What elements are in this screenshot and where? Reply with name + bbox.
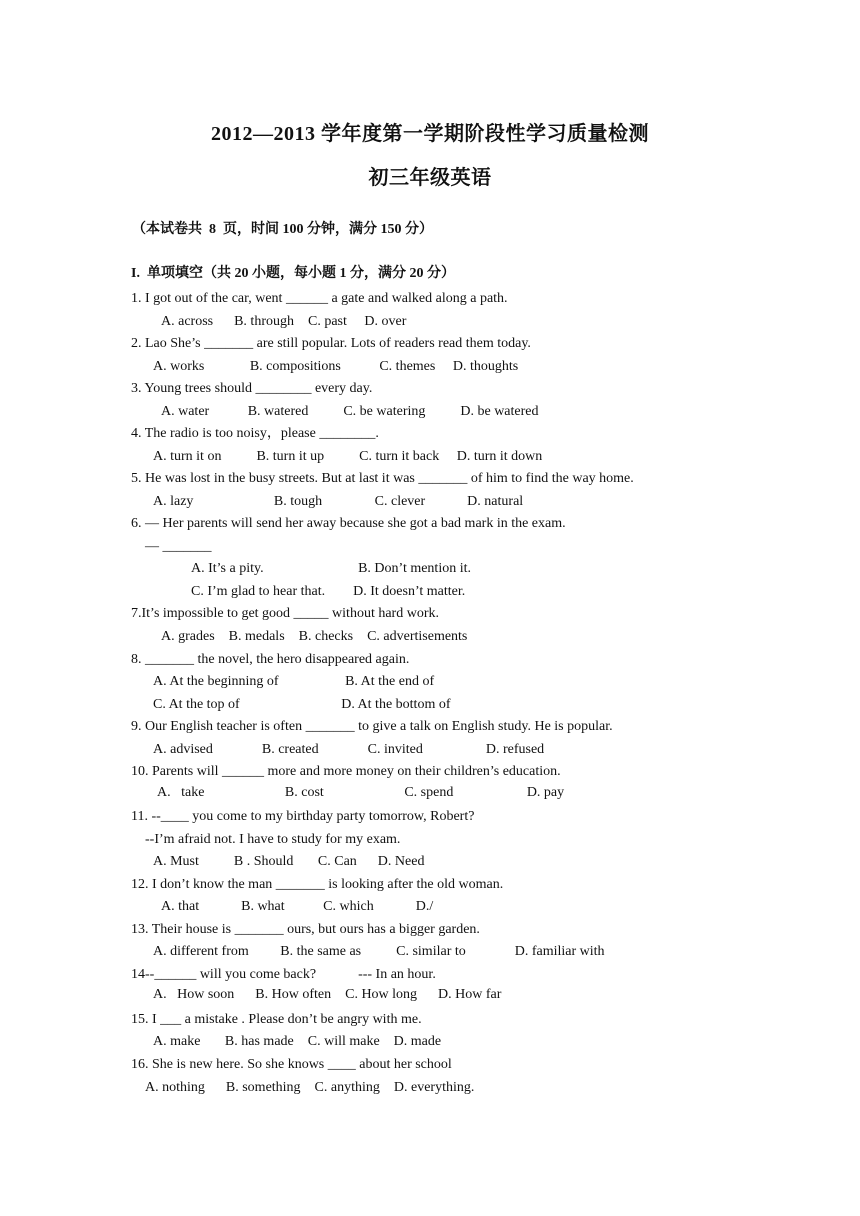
question-options: A. How soon B. How often C. How long D. How far — [153, 987, 502, 1002]
question-options: A. works B. compositions C. themes D. thoughts — [153, 359, 519, 374]
question-stem: 16. She is new here. So she knows ____ about her school — [131, 1057, 452, 1072]
question-stem: 5. He was lost in the busy streets. But at last it was _______ of him to find the way home. — [131, 471, 634, 486]
question-options: A. lazy B. tough C. clever D. natural — [153, 494, 524, 509]
question-options: A. water B. watered C. be watering D. be watered — [161, 404, 539, 419]
question-stem: 1. I got out of the car, went ______ a gate and walked along a path. — [131, 291, 508, 306]
question-options: A. different from B. the same as C. similar to D. familiar with — [153, 944, 605, 959]
question-stem: 3. Young trees should ________ every day. — [131, 381, 373, 396]
question-options: C. At the top of D. At the bottom of — [153, 697, 451, 712]
question-options: A. Must B . Should C. Can D. Need — [153, 854, 425, 869]
section-heading: I. 单项填空（共 20 小题，每小题 1 分，满分 20 分） — [131, 266, 455, 281]
question-options: A. take B. cost C. spend D. pay — [157, 785, 565, 800]
question-stem: 4. The radio is too noisy，please ________. — [131, 426, 379, 441]
question-stem: 6. — Her parents will send her away because she got a bad mark in the exam. — [131, 516, 566, 531]
question-stem: 11. --____ you come to my birthday party tomorrow, Robert? — [131, 809, 475, 824]
question-reply: — _______ — [145, 539, 212, 554]
question-options: A. across B. through C. past D. over — [161, 314, 407, 329]
question-stem: 13. Their house is _______ ours, but ours has a bigger garden. — [131, 922, 480, 937]
question-stem: 14--______ will you come back? --- In an hour. — [131, 967, 436, 982]
exam-title: 2012—2013 学年度第一学期阶段性学习质量检测 — [211, 123, 649, 145]
exam-note: （本试卷共 8 页，时间 100 分钟，满分 150 分） — [132, 222, 433, 237]
question-stem: 9. Our English teacher is often _______ to give a talk on English study. He is popular. — [131, 719, 613, 734]
question-options: A. grades B. medals B. checks C. advertisements — [161, 629, 468, 644]
exam-subtitle: 初三年级英语 — [368, 167, 492, 189]
question-reply: --I’m afraid not. I have to study for my exam. — [145, 832, 401, 847]
question-options: A. that B. what C. which D./ — [161, 899, 434, 914]
question-stem: 8. _______ the novel, the hero disappeared again. — [131, 652, 410, 667]
question-stem: 12. I don’t know the man _______ is looking after the old woman. — [131, 877, 504, 892]
question-options: A. nothing B. something C. anything D. everything. — [145, 1080, 475, 1095]
question-options: A. It’s a pity. B. Don’t mention it. — [191, 561, 471, 576]
question-stem: 10. Parents will ______ more and more money on their children’s education. — [131, 764, 561, 779]
question-options: C. I’m glad to hear that. D. It doesn’t matter. — [191, 584, 466, 599]
question-options: A. make B. has made C. will make D. made — [153, 1034, 442, 1049]
question-options: A. advised B. created C. invited D. refused — [153, 742, 545, 757]
question-stem: 7.It’s impossible to get good _____ without hard work. — [131, 606, 439, 621]
question-stem: 15. I ___ a mistake . Please don’t be angry with me. — [131, 1012, 422, 1027]
question-options: A. At the beginning of B. At the end of — [153, 674, 435, 689]
question-stem: 2. Lao She’s _______ are still popular. Lots of readers read them today. — [131, 336, 531, 351]
question-options: A. turn it on B. turn it up C. turn it back D. turn it down — [153, 449, 543, 464]
